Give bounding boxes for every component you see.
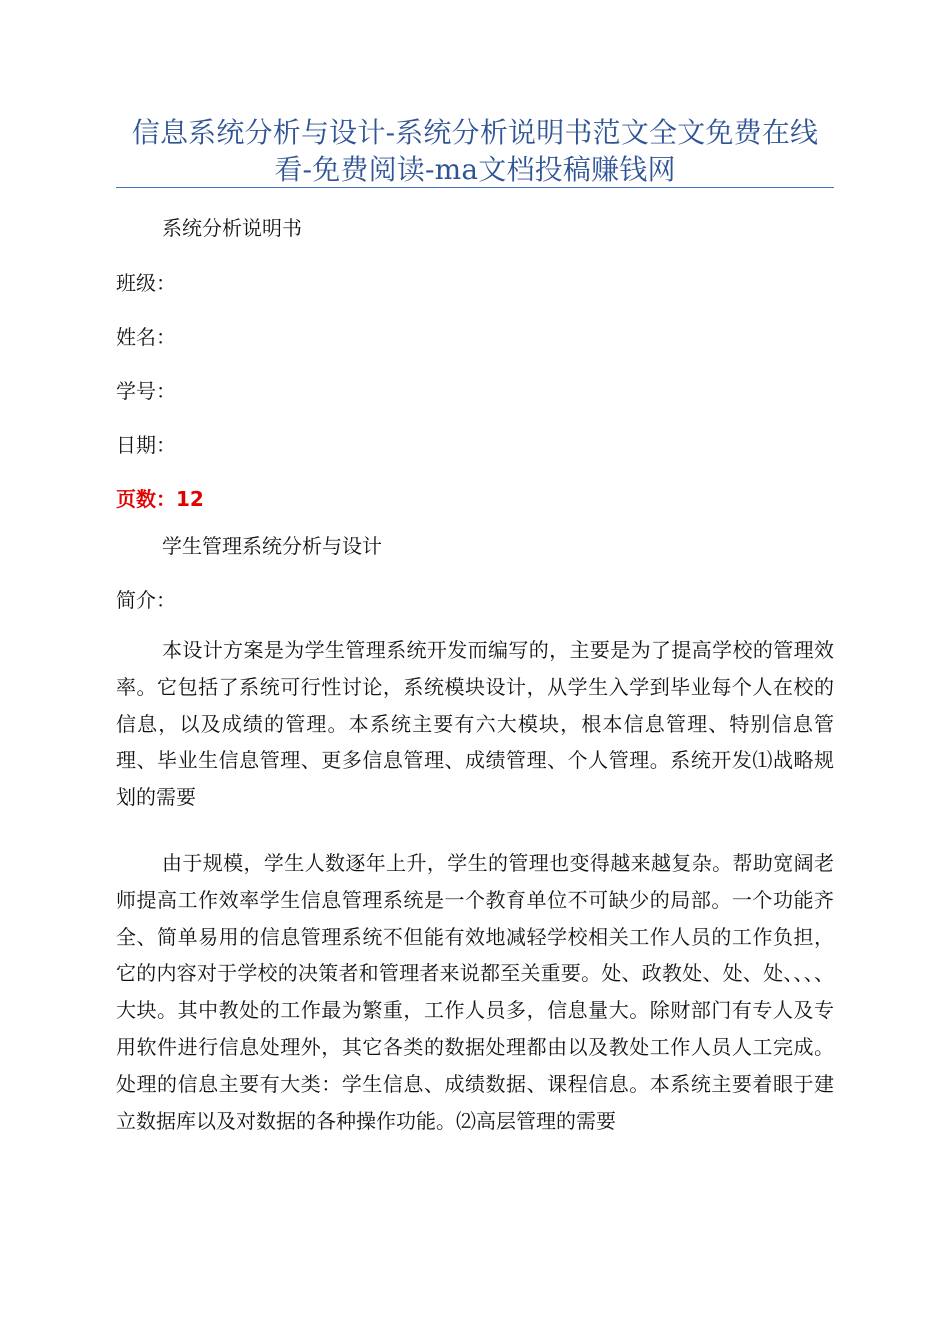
field-date-label: 日期：	[116, 433, 176, 457]
intro-label: 简介：	[116, 588, 176, 612]
page-count-label: 页数：12	[116, 487, 204, 511]
paragraph-intro: 本设计方案是为学生管理系统开发而编写的，主要是为了提高学校的管理效率。它包括了系统可行性讨论，系统模块设计，从学生入学到毕业每个人在校的信息，以及成绩的管理。本系统主要有六大模块，根本信息管理、特别信息管理、毕业生信息管理、更多信息管理、成绩管理、个人管理。系统开发⑴战略规划的需要	[116, 638, 834, 810]
title-underline	[116, 187, 834, 188]
field-class-label: 班级：	[116, 271, 176, 295]
field-student-id-label: 学号：	[116, 379, 176, 403]
field-name-label: 姓名：	[116, 325, 176, 349]
section-title: 学生管理系统分析与设计	[162, 534, 382, 558]
paragraph-background: 由于规模，学生人数逐年上升，学生的管理也变得越来越复杂。帮助宽阔老师提高工作效率学生信息管理系统是一个教育单位不可缺少的局部。一个功能齐全、简单易用的信息管理系统不但能有效地减轻学校相关工作人员的工作负担，它的内容对于学校的决策者和管理者来说都至关重要。处、政教处、处、处、、、、大块。其中教处的工作最为繁重，工作人员多，信息量大。除财部门有专人及专用软件进行信息处理外，其它各类的数据处理都由以及教处工作人员人工完成。处理的信息主要有大类：学生信息、成绩数据、课程信息。本系统主要着眼于建立数据库以及对数据的各种操作功能。⑵高层管理的需要	[116, 851, 834, 1133]
document-title: 信息系统分析与设计-系统分析说明书范文全文免费在线看-免费阅读-ma文档投稿赚钱网	[131, 116, 819, 186]
document-subtitle: 系统分析说明书	[162, 216, 302, 240]
